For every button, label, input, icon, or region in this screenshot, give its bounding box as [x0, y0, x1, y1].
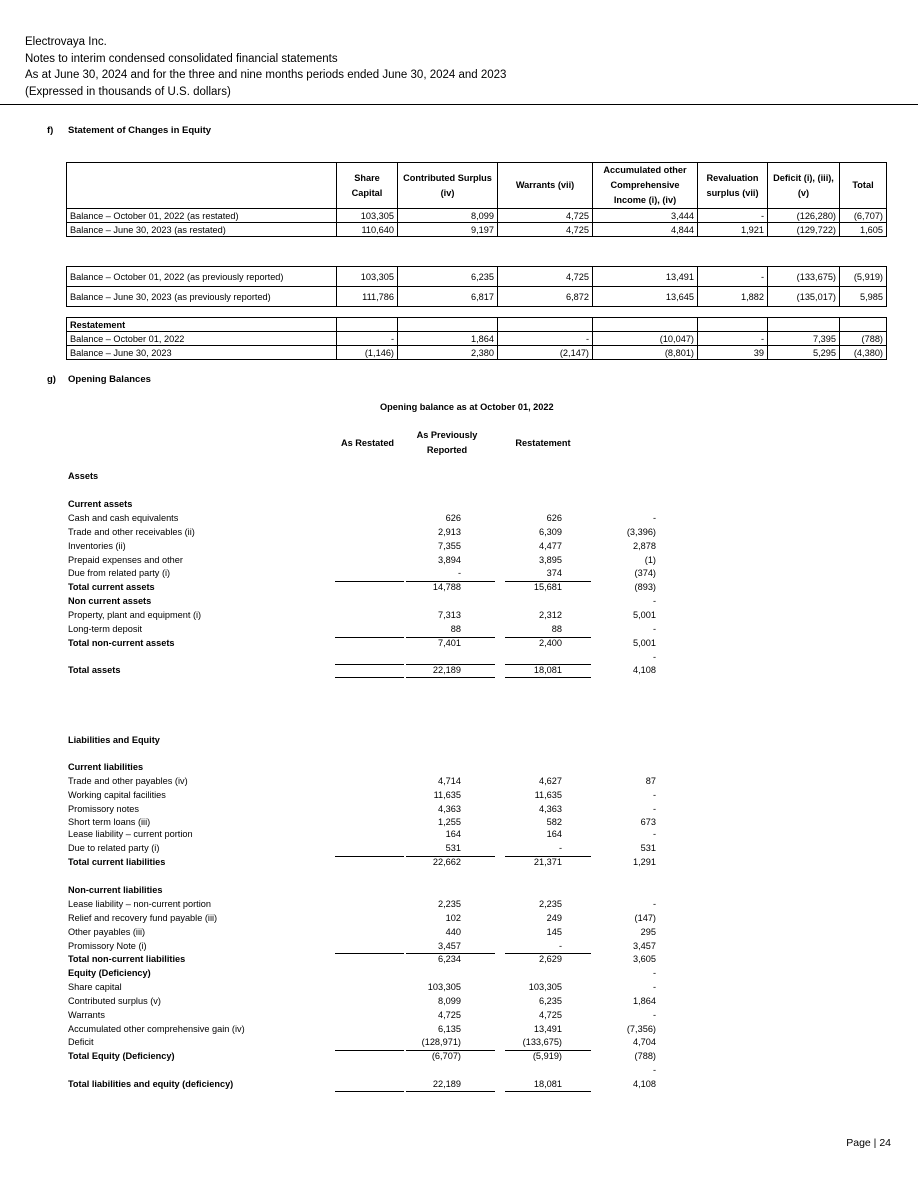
- balance-row-label: Due to related party (i): [68, 843, 160, 853]
- equity-restated-cell: (129,722): [768, 223, 840, 237]
- restatement-value: -: [652, 1065, 656, 1075]
- balance-row: [68, 762, 593, 776]
- restatement-value: 3,605: [633, 954, 656, 964]
- balance-row-label: Non-current liabilities: [68, 885, 163, 895]
- as-restated-value: 103,305: [427, 982, 461, 992]
- as-previously-reported-value: 6,309: [539, 527, 562, 537]
- total-rule: [505, 953, 591, 954]
- restatement-value: (7,356): [626, 1024, 656, 1034]
- balance-row-label: Total assets: [68, 665, 121, 675]
- balance-row-label: Lease liability – non-current portion: [68, 899, 211, 909]
- balance-row: [68, 624, 656, 638]
- equity-restated-cell: 4,844: [593, 223, 698, 237]
- restatement-value: (3,396): [626, 527, 656, 537]
- equity-restatement-cell: 2,380: [398, 346, 498, 360]
- total-rule: [406, 856, 495, 857]
- as-restated-value: 88: [450, 624, 461, 634]
- equity-restated-cell: 103,305: [337, 209, 398, 223]
- balance-row: [68, 927, 656, 941]
- restatement-value: 3,457: [633, 941, 656, 951]
- total-rule: [406, 953, 495, 954]
- as-previously-reported-value: 4,363: [539, 804, 562, 814]
- balance-row-label: Long-term deposit: [68, 624, 143, 634]
- equity-header-blank: [67, 163, 337, 209]
- section-g-number: g): [47, 374, 56, 385]
- equity-previous-cell: (133,675): [768, 267, 840, 287]
- as-previously-reported-value: 145: [546, 927, 562, 937]
- as-restated-value: 1,255: [438, 817, 461, 827]
- restatement-value: -: [652, 829, 656, 839]
- restatement-value: 4,108: [633, 665, 656, 675]
- as-previously-reported-value: (5,919): [532, 1051, 562, 1061]
- as-restated-value: 440: [445, 927, 461, 937]
- as-previously-reported-value: 11,635: [534, 790, 562, 800]
- as-previously-reported-value: -: [558, 941, 562, 951]
- equity-header-aoci: Accumulated other Comprehensive Income (i), (iv): [593, 163, 698, 209]
- equity-restatement-row: [67, 332, 887, 346]
- balance-row-label: Total current assets: [68, 582, 155, 592]
- equity-restatement-cell: (4,380): [840, 346, 887, 360]
- equity-restated-table: [66, 162, 887, 237]
- restatement-value: -: [652, 804, 656, 814]
- as-previously-reported-value: (133,675): [522, 1037, 562, 1047]
- balance-row-label: Working capital facilities: [68, 790, 166, 800]
- restatement-value: -: [652, 968, 656, 978]
- restatement-value: (893): [634, 582, 656, 592]
- balance-row-label: Total non-current liabilities: [68, 954, 186, 964]
- total-rule: [406, 1091, 495, 1092]
- total-rule: [335, 677, 404, 678]
- balance-row: [68, 582, 656, 596]
- restatement-value: (788): [634, 1051, 656, 1061]
- equity-previous-cell: 13,645: [593, 287, 698, 307]
- as-previously-reported-value: 4,725: [539, 1010, 562, 1020]
- restatement-value: -: [652, 652, 656, 662]
- as-previously-reported-value: 103,305: [528, 982, 562, 992]
- equity-restated-cell: 8,099: [398, 209, 498, 223]
- equity-previous-cell: 1,882: [698, 287, 768, 307]
- balance-row-label: Relief and recovery fund payable (iii): [68, 913, 218, 923]
- balance-row-label: Cash and cash equivalents: [68, 513, 179, 523]
- equity-restated-cell: -: [698, 209, 768, 223]
- as-restated-value: 14,788: [432, 582, 461, 592]
- balance-row-label: Lease liability – current portion: [68, 829, 193, 839]
- equity-previous-cell: 6,235: [398, 267, 498, 287]
- as-restated-value: 2,913: [438, 527, 461, 537]
- liabilities-equity-heading: Liabilities and Equity: [68, 735, 160, 745]
- as-restated-value: 6,135: [438, 1024, 461, 1034]
- total-rule: [335, 581, 404, 582]
- restatement-value: 5,001: [633, 610, 656, 620]
- balance-row-label: Property, plant and equipment (i): [68, 610, 202, 620]
- equity-previous-cell: 6,817: [398, 287, 498, 307]
- equity-previous-cell: 5,985: [840, 287, 887, 307]
- equity-restatement-cell: (2,147): [498, 346, 593, 360]
- section-f-heading: [47, 125, 447, 137]
- as-restated-value: 4,725: [438, 1010, 461, 1020]
- as-restated-value: 11,635: [433, 790, 461, 800]
- equity-header-share-capital: Share Capital: [337, 163, 398, 209]
- as-restated-value: 22,189: [432, 1079, 461, 1089]
- balance-row: [68, 1037, 656, 1051]
- balance-row-label: Total Equity (Deficiency): [68, 1051, 175, 1061]
- equity-restatement-cell: (10,047): [593, 332, 698, 346]
- total-rule: [406, 677, 495, 678]
- equity-header-warrants: Warrants (vii): [498, 163, 593, 209]
- equity-restated-cell: 3,444: [593, 209, 698, 223]
- balance-row: [68, 1065, 656, 1079]
- section-f-title: Statement of Changes in Equity: [68, 125, 212, 136]
- total-rule: [505, 637, 591, 638]
- restatement-value: 673: [640, 817, 656, 827]
- balance-row-label: Promissory Note (i): [68, 941, 147, 951]
- as-restated-value: 531: [445, 843, 461, 853]
- equity-restated-row-label: Balance – June 30, 2023 (as restated): [67, 223, 337, 237]
- equity-previous-cell: (135,017): [768, 287, 840, 307]
- balance-row-label: Trade and other receivables (ii): [68, 527, 195, 537]
- balance-row: [68, 513, 656, 527]
- balance-row-label: Prepaid expenses and other: [68, 555, 183, 565]
- as-previously-reported-value: 626: [546, 513, 562, 523]
- as-previously-reported-value: 582: [546, 817, 562, 827]
- restatement-title-row: [67, 318, 887, 332]
- balance-row: [68, 913, 656, 927]
- balance-row: [68, 555, 656, 569]
- balance-row-label: Warrants: [68, 1010, 105, 1020]
- restatement-value: -: [652, 899, 656, 909]
- balance-row: [68, 776, 656, 790]
- as-previously-reported-value: 3,895: [539, 555, 562, 565]
- restatement-value: 2,878: [633, 541, 656, 551]
- as-restated-value: 2,235: [438, 899, 461, 909]
- document-title: Notes to interim condensed consolidated financial statements: [25, 52, 338, 65]
- as-restated-value: (6,707): [431, 1051, 461, 1061]
- equity-restated-cell: (6,707): [840, 209, 887, 223]
- balance-row-label: Accumulated other comprehensive gain (iv): [68, 1024, 245, 1034]
- as-previously-reported-value: 4,477: [539, 541, 562, 551]
- as-restated-value: 102: [445, 913, 461, 923]
- balance-row: [68, 804, 656, 818]
- total-rule: [406, 1050, 495, 1051]
- section-g-heading: [47, 374, 447, 386]
- restatement-value: 1,291: [633, 857, 656, 867]
- as-previously-reported-value: 249: [546, 913, 562, 923]
- balance-row: [68, 843, 656, 857]
- as-restated-value: 626: [445, 513, 461, 523]
- restatement-value: 5,001: [633, 638, 656, 648]
- equity-previous-cell: -: [698, 267, 768, 287]
- as-restated-value: 8,099: [438, 996, 461, 1006]
- balance-row: [68, 1051, 656, 1065]
- as-restated-value: -: [457, 568, 461, 578]
- as-previously-reported-value: 21,371: [533, 857, 562, 867]
- balance-row: [68, 610, 656, 624]
- total-rule: [505, 664, 591, 665]
- total-rule: [335, 637, 404, 638]
- balance-row-label: Short term loans (iii): [68, 817, 151, 827]
- equity-restatement-row: [67, 346, 887, 360]
- as-restated-value: 7,401: [438, 638, 461, 648]
- balance-row: [68, 996, 656, 1010]
- balance-row-label: Non current assets: [68, 596, 152, 606]
- balance-row: [68, 790, 656, 804]
- restatement-value: 1,864: [633, 996, 656, 1006]
- equity-restatement-cell: (8,801): [593, 346, 698, 360]
- equity-restatement-cell: (1,146): [337, 346, 398, 360]
- equity-restatement-cell: -: [498, 332, 593, 346]
- equity-restatement-cell: 5,295: [768, 346, 840, 360]
- restatement-value: 4,108: [633, 1079, 656, 1089]
- balance-row: [68, 541, 656, 555]
- as-restated-value: 3,457: [438, 941, 461, 951]
- total-rule: [505, 581, 591, 582]
- equity-previous-row-label: Balance – June 30, 2023 (as previously reported): [67, 287, 337, 307]
- restatement-value: -: [652, 513, 656, 523]
- total-rule: [505, 1050, 591, 1051]
- header-rule: [0, 104, 918, 105]
- total-rule: [335, 1091, 404, 1092]
- as-previously-reported-value: 374: [546, 568, 562, 578]
- balance-row-label: Total non-current assets: [68, 638, 175, 648]
- balance-row: [68, 527, 656, 541]
- balance-row-label: Equity (Deficiency): [68, 968, 151, 978]
- equity-restated-cell: 110,640: [337, 223, 398, 237]
- as-previously-reported-value: 6,235: [539, 996, 562, 1006]
- restatement-title: Restatement: [67, 318, 337, 332]
- balance-row: [68, 885, 593, 899]
- as-previously-reported-value: 88: [551, 624, 562, 634]
- section-g-title: Opening Balances: [68, 374, 151, 385]
- equity-restated-cell: 4,725: [498, 223, 593, 237]
- as-previously-reported-value: 15,681: [533, 582, 562, 592]
- as-restated-value: 4,714: [438, 776, 461, 786]
- balance-row: [68, 568, 656, 582]
- total-rule: [406, 664, 495, 665]
- total-rule: [505, 1091, 591, 1092]
- page-number: Page | 24: [846, 1137, 891, 1149]
- balance-row: [68, 857, 656, 871]
- restatement-value: (1): [644, 555, 656, 565]
- equity-header-row: [67, 163, 887, 209]
- equity-previous-cell: 103,305: [337, 267, 398, 287]
- balance-row-label: Deficit: [68, 1037, 94, 1047]
- equity-restated-cell: 9,197: [398, 223, 498, 237]
- balance-row-label: Trade and other payables (iv): [68, 776, 188, 786]
- equity-previous-row: [67, 287, 887, 307]
- equity-header-revaluation: Revaluation surplus (vii): [698, 163, 768, 209]
- restatement-value: (147): [634, 913, 656, 923]
- as-restated-value: 3,894: [438, 555, 461, 565]
- equity-restated-row: [67, 223, 887, 237]
- equity-restatement-cell: 7,395: [768, 332, 840, 346]
- opening-balance-title: Opening balance as at October 01, 2022: [380, 402, 554, 412]
- balance-row-label: Current assets: [68, 499, 133, 509]
- as-previously-reported-value: 2,235: [539, 899, 562, 909]
- total-rule: [406, 581, 495, 582]
- balance-row: [68, 1024, 656, 1038]
- col-restatement: Restatement: [515, 438, 571, 448]
- as-previously-reported-value: 2,312: [539, 610, 562, 620]
- as-previously-reported-value: 2,629: [539, 954, 562, 964]
- equity-restated-cell: 1,921: [698, 223, 768, 237]
- as-previously-reported-value: 18,081: [533, 665, 562, 675]
- total-rule: [335, 953, 404, 954]
- as-restated-value: 22,662: [432, 857, 461, 867]
- as-restated-value: 4,363: [438, 804, 461, 814]
- equity-previous-row: [67, 267, 887, 287]
- restatement-value: -: [652, 790, 656, 800]
- balance-row: [68, 899, 656, 913]
- equity-restatement-cell: 1,864: [398, 332, 498, 346]
- total-rule: [505, 856, 591, 857]
- assets-heading: Assets: [68, 471, 99, 481]
- equity-header-contributed-surplus: Contributed Surplus (iv): [398, 163, 498, 209]
- balance-row: [68, 596, 656, 610]
- as-previously-reported-value: -: [558, 843, 562, 853]
- balance-row-label: Total current liabilities: [68, 857, 166, 867]
- equity-previous-row-label: Balance – October 01, 2022 (as previously reported): [67, 267, 337, 287]
- section-f-number: f): [47, 125, 54, 136]
- as-previously-reported-value: 2,400: [539, 638, 562, 648]
- equity-previous-table: [66, 266, 887, 307]
- period-line: As at June 30, 2024 and for the three and nine months periods ended June 30, 2024 and 2023: [25, 69, 507, 81]
- restatement-value: -: [652, 596, 656, 606]
- restatement-value: 4,704: [633, 1037, 656, 1047]
- restatement-value: (374): [634, 568, 656, 578]
- restatement-value: 87: [645, 776, 656, 786]
- col-as-restated: As Restated: [340, 438, 395, 448]
- restatement-value: -: [652, 1010, 656, 1020]
- balance-row-label: Total liabilities and equity (deficiency): [68, 1079, 234, 1089]
- col-as-previously-reported: As Previously Reported: [416, 430, 478, 455]
- balance-row-label: Share capital: [68, 982, 122, 992]
- total-rule: [335, 664, 404, 665]
- equity-restated-cell: 1,605: [840, 223, 887, 237]
- total-rule: [505, 677, 591, 678]
- restatement-value: -: [652, 624, 656, 634]
- as-restated-value: 164: [445, 829, 461, 839]
- balance-row: [68, 954, 656, 968]
- balance-row-label: Current liabilities: [68, 762, 144, 772]
- equity-restated-row: [67, 209, 887, 223]
- equity-restated-cell: 4,725: [498, 209, 593, 223]
- currency-note: (Expressed in thousands of U.S. dollars): [25, 85, 231, 98]
- equity-header-deficit: Deficit (i), (iii), (v): [768, 163, 840, 209]
- as-restated-value: (128,971): [421, 1037, 461, 1047]
- as-restated-value: 7,355: [438, 541, 461, 551]
- as-previously-reported-value: 18,081: [533, 1079, 562, 1089]
- total-rule: [406, 637, 495, 638]
- equity-restatement-table: [66, 317, 887, 360]
- as-restated-value: 6,234: [438, 954, 461, 964]
- balance-row: [68, 968, 656, 982]
- balance-row: [68, 1010, 656, 1024]
- equity-restatement-row-label: Balance – June 30, 2023: [67, 346, 337, 360]
- equity-previous-cell: 13,491: [593, 267, 698, 287]
- equity-restatement-cell: -: [698, 332, 768, 346]
- as-restated-value: 22,189: [432, 665, 461, 675]
- equity-header-total: Total: [840, 163, 887, 209]
- balance-row-label: Promissory notes: [68, 804, 139, 814]
- balance-row-label: Contributed surplus (v): [68, 996, 161, 1006]
- equity-restatement-cell: (788): [840, 332, 887, 346]
- company-name: Electrovaya Inc.: [25, 36, 107, 48]
- balance-row-label: Due from related party (i): [68, 568, 171, 578]
- balance-row: [68, 829, 656, 843]
- restatement-value: 531: [640, 843, 656, 853]
- balance-row: [68, 982, 656, 996]
- equity-restatement-cell: 39: [698, 346, 768, 360]
- equity-restated-row-label: Balance – October 01, 2022 (as restated): [67, 209, 337, 223]
- as-previously-reported-value: 164: [546, 829, 562, 839]
- total-rule: [335, 1050, 404, 1051]
- equity-restatement-cell: -: [337, 332, 398, 346]
- equity-previous-cell: (5,919): [840, 267, 887, 287]
- total-rule: [335, 856, 404, 857]
- as-previously-reported-value: 13,491: [533, 1024, 562, 1034]
- as-restated-value: 7,313: [438, 610, 461, 620]
- equity-previous-cell: 111,786: [337, 287, 398, 307]
- equity-previous-cell: 4,725: [498, 267, 593, 287]
- restatement-value: -: [652, 982, 656, 992]
- restatement-value: 295: [640, 927, 656, 937]
- balance-row: [68, 638, 656, 652]
- equity-restatement-row-label: Balance – October 01, 2022: [67, 332, 337, 346]
- equity-previous-cell: 6,872: [498, 287, 593, 307]
- balance-row: [68, 499, 593, 513]
- balance-row-label: Other payables (iii): [68, 927, 146, 937]
- as-previously-reported-value: 4,627: [539, 776, 562, 786]
- balance-row-label: Inventories (ii): [68, 541, 126, 551]
- equity-restated-cell: (126,280): [768, 209, 840, 223]
